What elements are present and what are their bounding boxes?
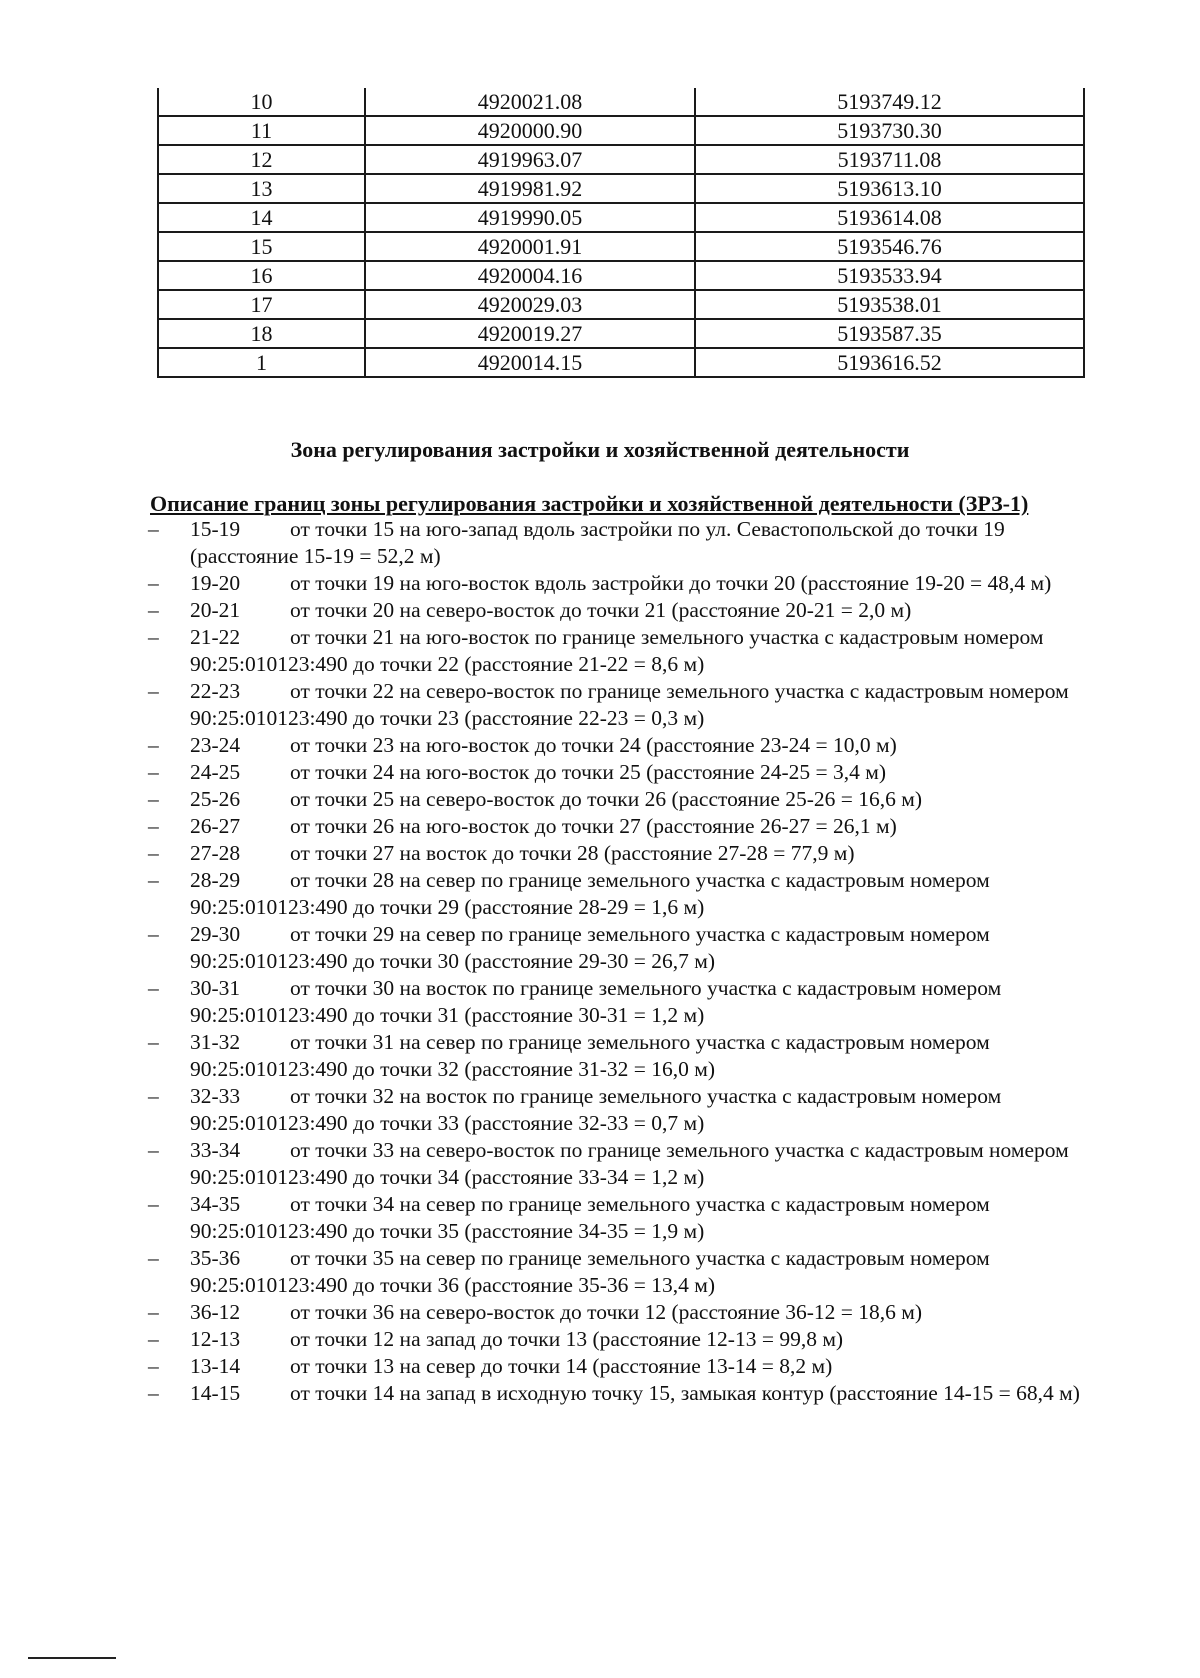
list-item [148,624,1098,678]
point-number: 10 [158,88,365,116]
segment-label: 32-33 [190,1084,241,1108]
table-row [158,261,1084,290]
dash-bullet: – [148,787,159,811]
coord-x: 4919963.07 [365,145,695,174]
list-item [148,1029,1098,1083]
list-item [148,1137,1098,1191]
segment-description: от точки 29 на север по границе земельного участка с кадастровым номером 90:25:010123:490 до точки 30 (расстояние 29-30 = 26,7 м) [190,922,990,973]
dash-bullet: – [148,976,159,1000]
point-number: 13 [158,174,365,203]
segment-label: 22-23 [190,679,241,703]
dash-bullet: – [148,1327,159,1351]
point-number: 15 [158,232,365,261]
list-item [148,1353,1098,1380]
segment-label: 14-15 [190,1381,241,1405]
dash-bullet: – [148,517,159,541]
segment-label: 20-21 [190,598,241,622]
dash-bullet: – [148,598,159,622]
segment-description: от точки 13 на север до точки 14 (расстояние 13-14 = 8,2 м) [290,1354,833,1378]
point-number: 17 [158,290,365,319]
segment-description: от точки 14 на запад в исходную точку 15, замыкая контур (расстояние 14-15 = 68,4 м) [290,1381,1080,1405]
list-item [148,867,1098,921]
list-item [148,840,1098,867]
coord-x: 4919990.05 [365,203,695,232]
boundary-description-list [148,516,1098,1407]
segment-description: от точки 36 на северо-восток до точки 12 (расстояние 36-12 = 18,6 м) [290,1300,923,1324]
description-heading: Описание границ зоны регулирования застройки и хозяйственной деятельности (ЗРЗ-1) [150,491,1029,516]
dash-bullet: – [148,1084,159,1108]
dash-bullet: – [148,1354,159,1378]
coord-y: 5193616.52 [695,348,1084,377]
segment-description: от точки 34 на север по границе земельного участка с кадастровым номером 90:25:010123:490 до точки 35 (расстояние 34-35 = 1,9 м) [190,1192,990,1243]
segment-label: 26-27 [190,814,241,838]
table-row [158,174,1084,203]
segment-description: от точки 21 на юго-восток по границе земельного участка с кадастровым номером 90:25:010123:490 до точки 22 (расстояние 21-22 = 8,6 м) [190,625,1044,676]
segment-label: 23-24 [190,733,241,757]
segment-label: 21-22 [190,625,241,649]
segment-description: от точки 22 на северо-восток по границе земельного участка с кадастровым номером 90:25:010123:490 до точки 23 (расстояние 22-23 = 0,3 м) [190,679,1069,730]
coord-y: 5193546.76 [695,232,1084,261]
dash-bullet: – [148,571,159,595]
list-item [148,786,1098,813]
segment-label: 24-25 [190,760,241,784]
segment-label: 19-20 [190,571,241,595]
coord-x: 4920014.15 [365,348,695,377]
coord-y: 5193749.12 [695,88,1084,116]
coord-x: 4920001.91 [365,232,695,261]
segment-label: 27-28 [190,841,241,865]
segment-description: от точки 26 на юго-восток до точки 27 (расстояние 26-27 = 26,1 м) [290,814,897,838]
segment-description: от точки 20 на северо-восток до точки 21 (расстояние 20-21 = 2,0 м) [290,598,912,622]
list-item [148,597,1098,624]
segment-description: от точки 19 на юго-восток вдоль застройки до точки 20 (расстояние 19-20 = 48,4 м) [290,571,1052,595]
segment-label: 30-31 [190,976,241,1000]
point-number: 14 [158,203,365,232]
footer-rule [28,1657,116,1659]
segment-description: от точки 12 на запад до точки 13 (расстояние 12-13 = 99,8 м) [290,1327,844,1351]
segment-description: от точки 32 на восток по границе земельного участка с кадастровым номером 90:25:010123:490 до точки 33 (расстояние 32-33 = 0,7 м) [190,1084,1002,1135]
coordinates-table [157,88,1085,378]
point-number: 18 [158,319,365,348]
segment-label: 36-12 [190,1300,241,1324]
segment-label: 13-14 [190,1354,241,1378]
list-item [148,1380,1098,1407]
segment-label: 35-36 [190,1246,241,1270]
dash-bullet: – [148,1300,159,1324]
coord-y: 5193730.30 [695,116,1084,145]
coord-x: 4920004.16 [365,261,695,290]
dash-bullet: – [148,733,159,757]
dash-bullet: – [148,1381,159,1405]
list-item [148,1245,1098,1299]
dash-bullet: – [148,922,159,946]
table-row [158,232,1084,261]
segment-description: от точки 15 на юго-запад вдоль застройки по ул. Севастопольской до точки 19 (расстояние 15-19 = 52,2 м) [190,517,1005,568]
dash-bullet: – [148,1192,159,1216]
table-row [158,116,1084,145]
segment-label: 33-34 [190,1138,241,1162]
segment-description: от точки 25 на северо-восток до точки 26 (расстояние 25-26 = 16,6 м) [290,787,923,811]
segment-description: от точки 23 на юго-восток до точки 24 (расстояние 23-24 = 10,0 м) [290,733,897,757]
segment-description: от точки 27 на восток до точки 28 (расстояние 27-28 = 77,9 м) [290,841,855,865]
coord-x: 4920029.03 [365,290,695,319]
dash-bullet: – [148,1030,159,1054]
coord-y: 5193614.08 [695,203,1084,232]
section-heading: Зона регулирования застройки и хозяйственной деятельности [290,437,910,462]
segment-label: 29-30 [190,922,241,946]
list-item [148,570,1098,597]
coord-x: 4920021.08 [365,88,695,116]
table-row [158,145,1084,174]
coord-x: 4919981.92 [365,174,695,203]
coord-y: 5193533.94 [695,261,1084,290]
list-item [148,921,1098,975]
dash-bullet: – [148,868,159,892]
point-number: 1 [158,348,365,377]
dash-bullet: – [148,1138,159,1162]
list-item [148,1083,1098,1137]
list-item [148,1299,1098,1326]
dash-bullet: – [148,760,159,784]
segment-label: 12-13 [190,1327,241,1351]
segment-description: от точки 33 на северо-восток по границе земельного участка с кадастровым номером 90:25:010123:490 до точки 34 (расстояние 33-34 = 1,2 м) [190,1138,1069,1189]
dash-bullet: – [148,679,159,703]
dash-bullet: – [148,814,159,838]
coord-y: 5193538.01 [695,290,1084,319]
table-row [158,319,1084,348]
point-number: 16 [158,261,365,290]
dash-bullet: – [148,625,159,649]
list-item [148,813,1098,840]
coord-x: 4920019.27 [365,319,695,348]
dash-bullet: – [148,841,159,865]
coord-y: 5193613.10 [695,174,1084,203]
table-row [158,88,1084,116]
list-item [148,975,1098,1029]
list-item [148,516,1098,570]
list-item [148,1326,1098,1353]
segment-description: от точки 24 на юго-восток до точки 25 (расстояние 24-25 = 3,4 м) [290,760,886,784]
list-item [148,678,1098,732]
table-row [158,348,1084,377]
list-item [148,1191,1098,1245]
segment-label: 25-26 [190,787,241,811]
list-item [148,759,1098,786]
point-number: 12 [158,145,365,174]
coord-y: 5193587.35 [695,319,1084,348]
segment-description: от точки 31 на север по границе земельного участка с кадастровым номером 90:25:010123:490 до точки 32 (расстояние 31-32 = 16,0 м) [190,1030,990,1081]
segment-label: 15-19 [190,517,241,541]
coord-x: 4920000.90 [365,116,695,145]
point-number: 11 [158,116,365,145]
dash-bullet: – [148,1246,159,1270]
segment-label: 31-32 [190,1030,241,1054]
segment-description: от точки 35 на север по границе земельного участка с кадастровым номером 90:25:010123:490 до точки 36 (расстояние 35-36 = 13,4 м) [190,1246,990,1297]
segment-label: 34-35 [190,1192,241,1216]
segment-description: от точки 28 на север по границе земельного участка с кадастровым номером 90:25:010123:490 до точки 29 (расстояние 28-29 = 1,6 м) [190,868,990,919]
table-row [158,290,1084,319]
table-row [158,203,1084,232]
segment-description: от точки 30 на восток по границе земельного участка с кадастровым номером 90:25:010123:490 до точки 31 (расстояние 30-31 = 1,2 м) [190,976,1002,1027]
coord-y: 5193711.08 [695,145,1084,174]
list-item [148,732,1098,759]
segment-label: 28-29 [190,868,241,892]
